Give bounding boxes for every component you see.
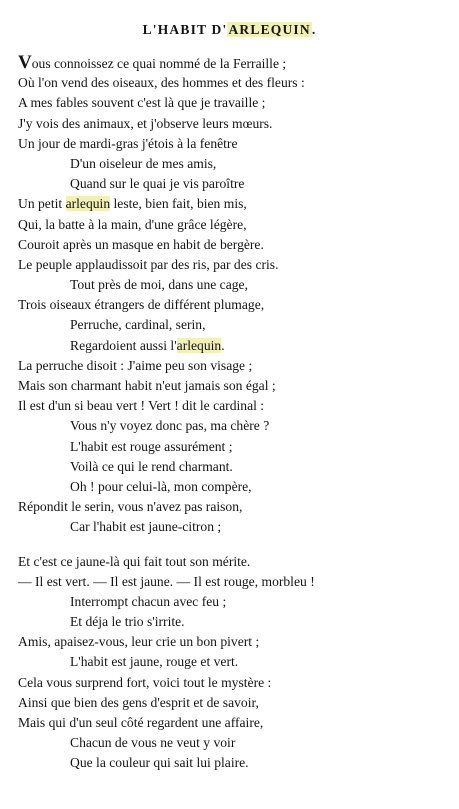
poem-line [18, 733, 454, 753]
poem-line [18, 215, 454, 235]
poem-line [18, 154, 454, 174]
line-text: Un petit [18, 196, 66, 212]
line-text: Tout près de moi, dans une cage, [70, 277, 248, 293]
poem-line [18, 612, 454, 632]
line-text: Le peuple applaudissoit par des ris, par des cris. [18, 256, 279, 272]
line-text: Interrompt chacun avec feu ; [70, 593, 227, 609]
poem-line [18, 652, 454, 672]
line-text: Mais qui d'un seul côté regardent une affaire, [18, 715, 264, 730]
line-text: Trois oiseaux étrangers de différent plumage, [18, 297, 265, 313]
line-text: Qui, la batte à la main, d'une grâce légère, [18, 216, 247, 232]
poem-line [18, 673, 454, 693]
line-text: Où l'on vend des oiseaux, des hommes et des fleurs : [18, 75, 305, 91]
line-text: Couroit après un masque en habit de bergère. [18, 236, 264, 252]
poem-line [18, 416, 454, 436]
line-text: Cela vous surprend fort, voici tout le mystère : [18, 674, 272, 690]
line-text: Chacun de vous ne veut y voir [70, 735, 236, 751]
line-text: Ainsi que bien des gens d'esprit et de savoir, [18, 694, 259, 710]
poem-line [18, 194, 454, 214]
poem-line [18, 457, 454, 477]
poem-line [18, 295, 454, 315]
line-text: Répondit le serin, vous n'avez pas raison, [18, 499, 243, 515]
line-text: L'habit est jaune, rouge et vert. [70, 654, 239, 670]
line-text: Oh ! pour celui-là, mon compère, [70, 478, 252, 494]
poem-line [18, 517, 454, 537]
poem-line [18, 235, 454, 255]
line-text: Un jour de mardi-gras j'étois à la fenêtre [18, 135, 238, 151]
poem-line [18, 315, 454, 335]
line-text: Et déja le trio s'irrite. [70, 614, 185, 630]
poem-line [18, 336, 454, 356]
line-text: leste, bien fait, bien mis, [110, 196, 247, 212]
poem-line [18, 497, 454, 517]
line-text: Vous n'y voyez donc pas, ma chère ? [70, 418, 270, 434]
poem-line [18, 632, 454, 652]
poem-line [18, 73, 454, 93]
line-text: Quand sur le quai je vis paroître [70, 176, 245, 192]
line-text: Amis, apaisez-vous, leur crie un bon pivert ; [18, 634, 260, 650]
line-text: . [221, 337, 225, 353]
poem-line [18, 437, 454, 457]
poem-line [18, 255, 454, 275]
title-highlight: ARLEQUIN [228, 22, 311, 37]
poem-line [18, 174, 454, 194]
title-suffix: . [311, 22, 317, 37]
poem-line [18, 477, 454, 497]
line-text: Perruche, cardinal, serin, [70, 317, 206, 333]
poem-body [18, 53, 454, 774]
poem-line [18, 376, 454, 396]
poem-line [18, 53, 454, 73]
drop-cap: V [18, 52, 32, 73]
line-text: Et c'est ce jaune-là qui fait tout son mérite. [18, 553, 251, 569]
line-text: Regardoient aussi l' [70, 337, 177, 353]
line-text: Voilà ce qui le rend charmant. [70, 458, 233, 474]
poem-line [18, 275, 454, 295]
line-text: Mais son charmant habit n'eut jamais son égal ; [18, 378, 276, 393]
poem-line [18, 552, 454, 572]
line-text: Que la couleur qui sait lui plaire. [70, 755, 249, 771]
line-text: — Il est vert. — Il est jaune. — Il est rouge, morbleu ! [18, 573, 315, 589]
poem-line [18, 713, 454, 733]
line-text: La perruche disoit : J'aime peu son visage ; [18, 357, 253, 373]
line-text: L'habit est rouge assurément ; [70, 438, 233, 454]
highlighted-word: arlequin [176, 337, 222, 353]
poem-line [18, 134, 454, 154]
line-text: ous connoissez ce quai nommé de la Ferraille ; [31, 56, 287, 71]
highlighted-word: arlequin [65, 196, 111, 212]
title-prefix: L'HABIT D' [142, 22, 228, 37]
poem-line [18, 114, 454, 134]
page-title [0, 22, 459, 38]
line-text: Il est d'un si beau vert ! Vert ! dit le cardinal : [18, 398, 265, 414]
poem-line [18, 693, 454, 713]
poem-line [18, 396, 454, 416]
line-text: A mes fables souvent c'est là que je travaille ; [18, 95, 266, 111]
poem-line [18, 592, 454, 612]
poem-line [18, 572, 454, 592]
poem-line [18, 356, 454, 376]
line-text: J'y vois des animaux, et j'observe leurs mœurs. [18, 115, 273, 131]
line-text: Car l'habit est jaune-citron ; [70, 519, 222, 535]
poem-line [18, 753, 454, 773]
line-text: D'un oiseleur de mes amis, [70, 155, 217, 171]
poem-line [18, 93, 454, 113]
